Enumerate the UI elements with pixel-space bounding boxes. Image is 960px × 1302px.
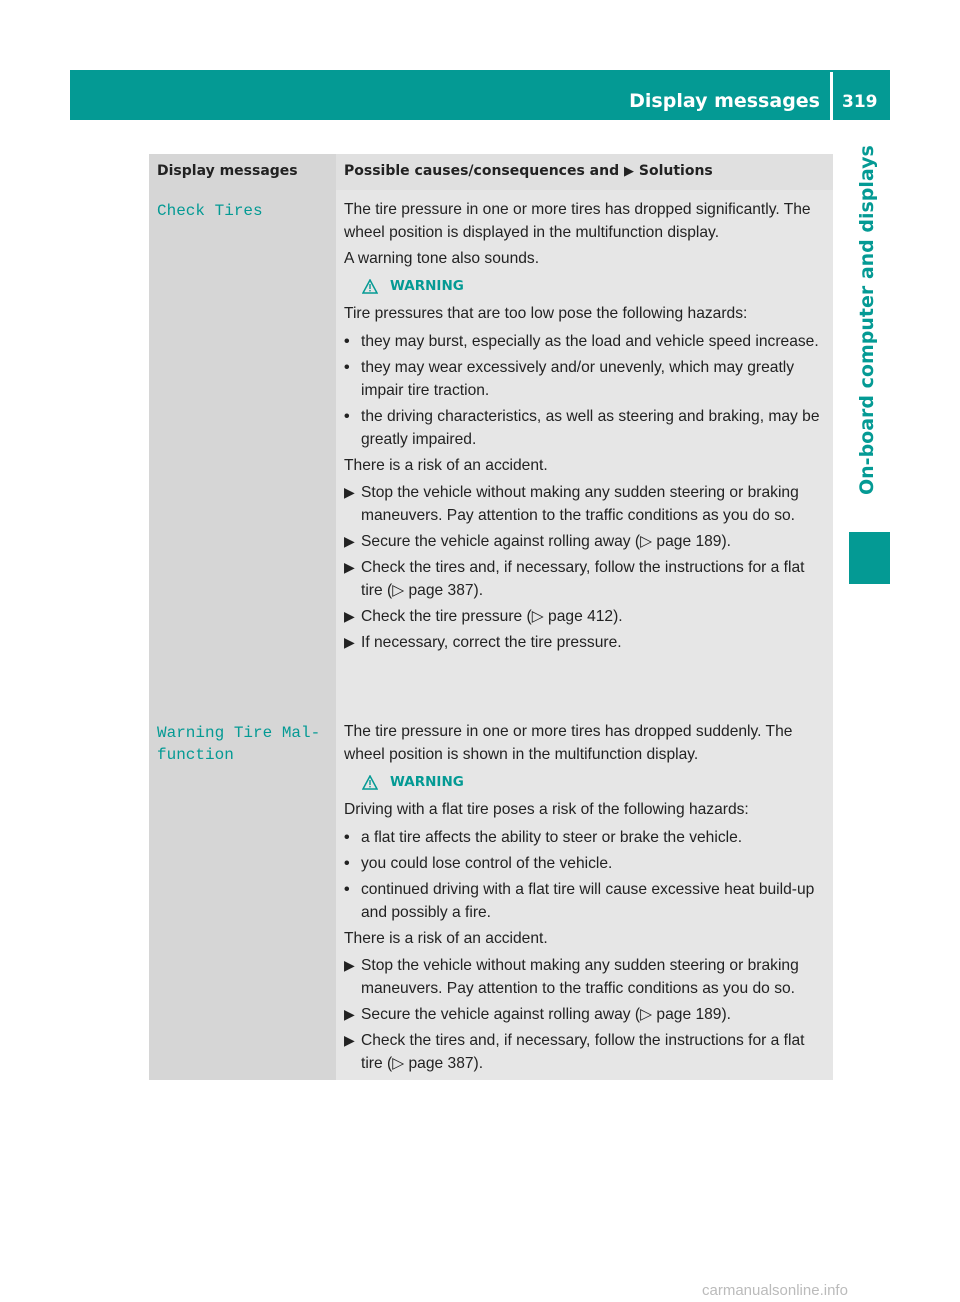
step-item: [344, 556, 827, 602]
step-item: [344, 1003, 827, 1026]
bullet-icon: •: [344, 829, 350, 846]
warning-triangle-icon: [362, 775, 378, 790]
solution-cell: [336, 710, 833, 1080]
bullet-icon: •: [344, 359, 350, 376]
paragraph: Driving with a flat tire poses a risk of the following hazards:: [344, 801, 749, 818]
bullet-icon: •: [344, 333, 350, 350]
warning-heading: [362, 774, 827, 790]
paragraph: The tire pressure in one or more tires has dropped significantly. The wheel position is displayed in the multifunction display.: [344, 201, 811, 241]
step-arrow-icon: ▶: [344, 1006, 355, 1022]
step-item: [344, 605, 827, 628]
bullet-icon: •: [344, 408, 350, 425]
list-item-text: they may wear excessively and/or unevenly, which may greatly impair tire traction.: [361, 359, 795, 399]
display-message: Check Tires: [157, 202, 263, 220]
step-text: Check the tires and, if necessary, follow the instructions for a flat tire (▷ page 387).: [361, 1032, 805, 1072]
list-item-text: you could lose control of the vehicle.: [361, 855, 613, 872]
step-text: If necessary, correct the tire pressure.: [361, 634, 622, 651]
solution-cell: [336, 190, 833, 710]
page-header: [70, 70, 890, 120]
list-item: [344, 878, 827, 924]
step-arrow-icon: ▶: [344, 533, 355, 549]
list-item-text: they may burst, especially as the load and vehicle speed increase.: [361, 333, 819, 350]
step-arrow-icon: ▶: [344, 1032, 355, 1048]
table-row: [149, 190, 833, 710]
step-text: Stop the vehicle without making any sudden steering or braking maneuvers. Pay attention to the traffic conditions as you do so.: [361, 957, 799, 997]
paragraph: There is a risk of an accident.: [344, 457, 548, 474]
side-chapter-tab: [849, 532, 890, 584]
step-item: [344, 954, 827, 1000]
page-number: 319: [842, 92, 878, 112]
list-item-text: a flat tire affects the ability to steer or brake the vehicle.: [361, 829, 743, 846]
step-item: [344, 1029, 827, 1075]
section-title: Display messages: [629, 90, 820, 112]
list-item: [344, 852, 827, 875]
step-arrow-icon: ▶: [344, 957, 355, 973]
column-header-text: Solutions: [638, 163, 713, 179]
paragraph: The tire pressure in one or more tires has dropped suddenly. The wheel position is shown in the multifunction display.: [344, 723, 793, 763]
display-message: Warning Tire Mal‐ function: [157, 724, 321, 764]
step-text: Check the tire pressure (▷ page 412).: [361, 608, 623, 625]
table-header-row: [149, 154, 833, 190]
paragraph: There is a risk of an accident.: [344, 930, 548, 947]
list-item: [344, 330, 827, 353]
paragraph: Tire pressures that are too low pose the following hazards:: [344, 305, 748, 322]
warning-label: WARNING: [390, 278, 464, 294]
column-header-messages: Display messages: [149, 154, 336, 190]
step-arrow-icon: ▶: [344, 559, 355, 575]
column-header-text: Possible causes/consequences and: [344, 163, 620, 179]
warning-triangle-icon: [362, 279, 378, 294]
warning-heading: [362, 278, 827, 294]
bullet-icon: •: [344, 855, 350, 872]
header-divider: [830, 72, 833, 120]
step-item: [344, 481, 827, 527]
list-item: [344, 405, 827, 451]
arrow-right-icon: ▶: [624, 164, 634, 179]
column-header-solutions: [336, 154, 833, 190]
step-arrow-icon: ▶: [344, 634, 355, 650]
warning-label: WARNING: [390, 774, 464, 790]
step-text: Secure the vehicle against rolling away (▷ page 189).: [361, 533, 731, 550]
paragraph: A warning tone also sounds.: [344, 250, 540, 267]
step-text: Stop the vehicle without making any sudden steering or braking maneuvers. Pay attention to the traffic conditions as you do so.: [361, 484, 799, 524]
watermark-link[interactable]: carmanualsonline.info: [702, 1282, 848, 1299]
display-messages-table: [149, 154, 833, 1080]
list-item: [344, 826, 827, 849]
message-cell: [149, 710, 336, 1080]
side-chapter-text: On-board computer and displays: [856, 145, 878, 495]
message-cell: [149, 190, 336, 710]
table-row: [149, 710, 833, 1080]
bullet-icon: •: [344, 881, 350, 898]
list-item-text: continued driving with a flat tire will cause excessive heat build-up and possibly a fire.: [361, 881, 815, 921]
list-item: [344, 356, 827, 402]
step-text: Check the tires and, if necessary, follow the instructions for a flat tire (▷ page 387).: [361, 559, 805, 599]
step-arrow-icon: ▶: [344, 608, 355, 624]
list-item-text: the driving characteristics, as well as steering and braking, may be greatly impaired.: [361, 408, 820, 448]
step-item: [344, 631, 827, 654]
step-item: [344, 530, 827, 553]
step-text: Secure the vehicle against rolling away (▷ page 189).: [361, 1006, 731, 1023]
step-arrow-icon: ▶: [344, 484, 355, 500]
